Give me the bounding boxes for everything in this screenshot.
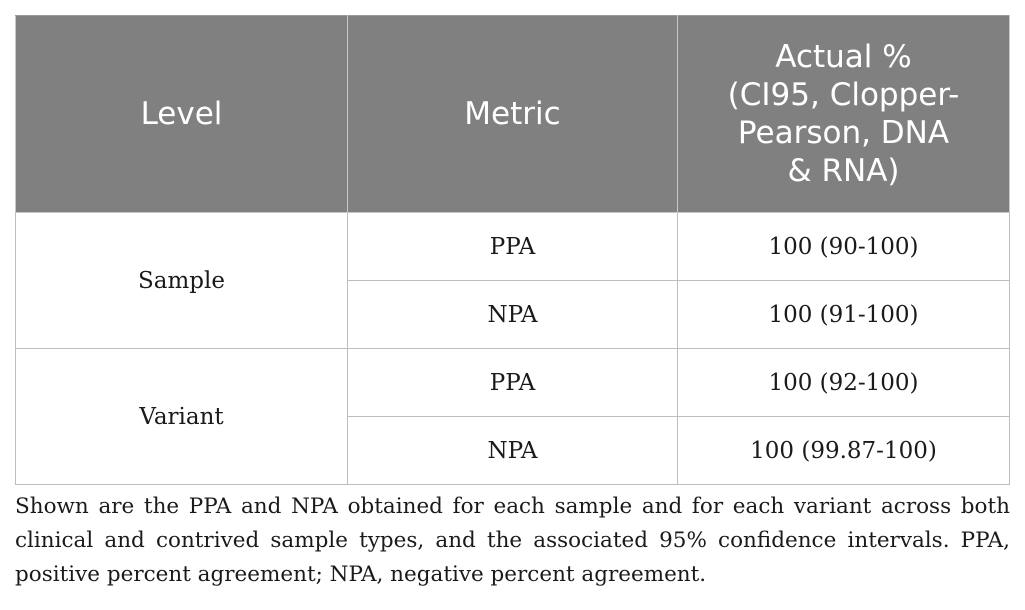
metric-cell: PPA [348,213,678,281]
metric-cell: NPA [348,417,678,485]
metric-cell: PPA [348,349,678,417]
level-cell-variant: Variant [16,349,348,485]
table-body [16,213,1010,485]
header-metric: Metric [348,16,678,213]
actual-cell: 100 (90-100) [678,213,1010,281]
agreement-table [15,15,1010,485]
actual-cell: 100 (91-100) [678,281,1010,349]
header-level: Level [16,16,348,213]
level-cell-sample: Sample [16,213,348,349]
metric-cell: NPA [348,281,678,349]
results-table-container [15,15,1009,485]
table-header [16,16,1010,213]
header-actual-percent: Actual % (CI95, Clopper- Pearson, DNA & RNA) [678,16,1010,213]
actual-cell: 100 (92-100) [678,349,1010,417]
header-row [16,16,1010,213]
table-caption: Shown are the PPA and NPA obtained for each sample and for each variant across both clinical and contrived sample types, and the associated 95% confidence intervals. PPA, positive percent agreement; NPA, negative percent agreement. [15,494,1010,587]
table-row [16,349,1010,417]
actual-cell: 100 (99.87-100) [678,417,1010,485]
table-row [16,213,1010,281]
